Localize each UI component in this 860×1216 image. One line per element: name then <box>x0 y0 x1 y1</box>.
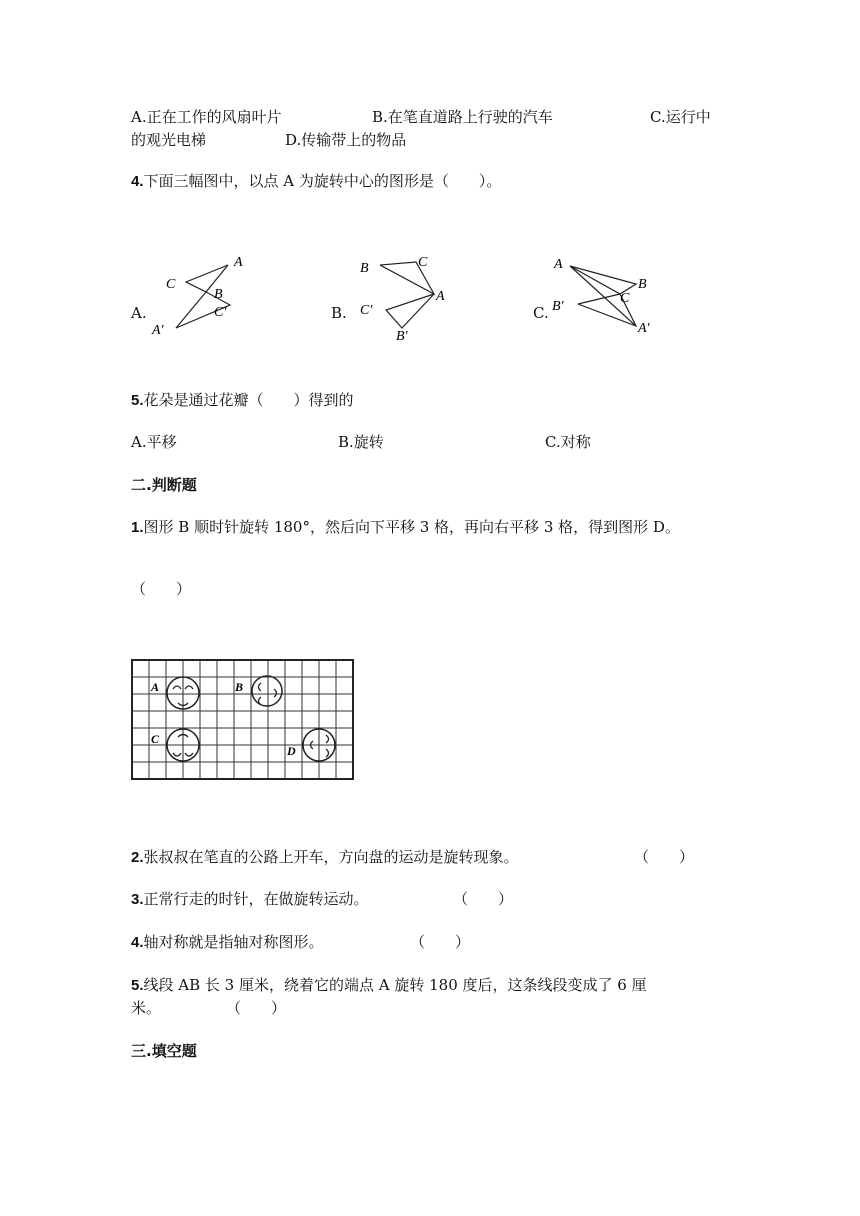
judge-question-1 <box>131 516 680 537</box>
question-number: 4. <box>131 173 144 190</box>
point-label: B <box>638 277 647 292</box>
point-label: B' <box>396 329 408 344</box>
grid-figure-b-circle <box>252 676 282 706</box>
question-number: 5. <box>131 392 144 409</box>
figure-b-triangle-lower <box>386 294 434 328</box>
judge-question-2 <box>131 846 519 867</box>
point-label: B <box>214 287 223 302</box>
judge-question-2-blank: （ ） <box>634 848 695 866</box>
q3-option-c-continued: 的观光电梯 <box>131 131 207 149</box>
point-label: A <box>554 257 563 272</box>
point-label: C' <box>214 305 227 320</box>
point-label: C <box>418 255 428 270</box>
q3-option-c: C.运行中 <box>650 108 711 126</box>
section-2-title: 二.判断题 <box>131 476 197 494</box>
grid-label-c: C <box>151 732 160 746</box>
point-label: C <box>620 291 630 306</box>
judge-question-3-blank: （ ） <box>453 890 514 908</box>
section-3-title: 三.填空题 <box>131 1042 197 1060</box>
question-text: 轴对称就是指轴对称图形。 <box>143 933 324 951</box>
point-label: A' <box>638 321 650 336</box>
judge-question-3 <box>131 888 369 909</box>
point-label: C' <box>360 303 373 318</box>
question-text: 下面三幅图中，以点 A 为旋转中心的图形是（ ）。 <box>143 172 502 190</box>
question-text: 图形 B 顺时针旋转 180°，然后向下平移 3 格，再向右平移 3 格，得到图形 D。 <box>143 518 680 536</box>
figure-c-triangle-upper <box>570 266 636 294</box>
q4-figure-a <box>148 250 273 342</box>
point-label: B <box>360 261 369 276</box>
question-number: 1. <box>131 519 144 536</box>
question-number: 3. <box>131 891 144 908</box>
judge-question-5 <box>131 974 647 995</box>
judge-question-5-blank: （ ） <box>226 999 287 1017</box>
grid-label-a: A <box>151 680 160 694</box>
question-number: 2. <box>131 849 144 866</box>
q3-option-b: B.在笔直道路上行驶的汽车 <box>372 108 553 126</box>
rotation-grid-figure <box>131 659 355 781</box>
q4-option-b-label: B. <box>331 304 347 322</box>
question-number: 5. <box>131 977 144 994</box>
point-label: A <box>234 255 243 270</box>
question-5 <box>131 389 354 410</box>
point-label: A' <box>152 323 164 338</box>
q4-figure-b <box>350 250 470 345</box>
q5-option-b: B.旋转 <box>338 433 384 451</box>
judge-question-4 <box>131 931 324 952</box>
question-text: 花朵是通过花瓣（ ）得到的 <box>143 391 354 409</box>
point-label: C <box>166 277 176 292</box>
question-4 <box>131 170 501 191</box>
question-text: 正常行走的时针，在做旋转运动。 <box>143 890 369 908</box>
grid-label-d: D <box>287 744 296 758</box>
q5-option-a: A.平移 <box>131 433 177 451</box>
question-number: 4. <box>131 934 144 951</box>
question-text: 张叔叔在笔直的公路上开车，方向盘的运动是旋转现象。 <box>143 848 519 866</box>
judge-question-4-blank: （ ） <box>410 933 471 951</box>
q5-option-c: C.对称 <box>545 433 591 451</box>
q4-option-a-label: A. <box>131 304 147 322</box>
judge-question-5-continued: 米。 <box>131 999 162 1017</box>
q4-figure-c <box>548 250 668 342</box>
judge-question-1-blank: （ ） <box>131 580 192 598</box>
point-label: B' <box>552 299 564 314</box>
question-text: 线段 AB 长 3 厘米，绕着它的端点 A 旋转 180 度后，这条线段变成了 6 厘 <box>143 976 647 994</box>
point-label: A <box>436 289 445 304</box>
grid-label-b: B <box>235 680 244 694</box>
q3-option-d: D.传输带上的物品 <box>285 131 407 149</box>
q4-option-c-label: C. <box>533 304 549 322</box>
q3-option-a: A.正在工作的风扇叶片 <box>131 108 282 126</box>
